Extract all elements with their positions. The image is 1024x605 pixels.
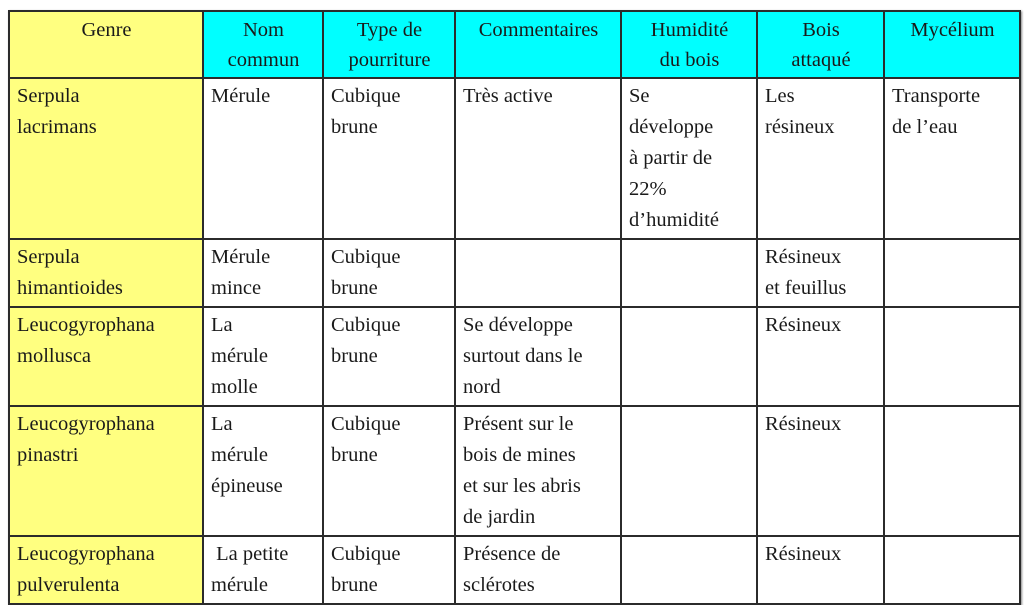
- cell-humidite: [621, 536, 757, 604]
- header-humidite: Humidité du bois: [621, 11, 757, 78]
- header-genre: Genre: [9, 11, 203, 78]
- cell-nom-commun: Mérule: [203, 78, 323, 239]
- cell-genre: Serpula lacrimans: [9, 78, 203, 239]
- cell-bois: Résineux: [757, 406, 884, 536]
- cell-nom-commun: Mérule mince: [203, 239, 323, 307]
- table-row: [9, 406, 1020, 536]
- cell-humidite: [621, 239, 757, 307]
- header-type: Type de pourriture: [323, 11, 455, 78]
- header-nom-commun: Nom commun: [203, 11, 323, 78]
- cell-humidite: [621, 307, 757, 406]
- cell-bois: Résineux: [757, 536, 884, 604]
- table-row: [9, 536, 1020, 604]
- cell-bois: Les résineux: [757, 78, 884, 239]
- cell-nom-commun: La petite mérule: [203, 536, 323, 604]
- cell-type: Cubique brune: [323, 307, 455, 406]
- cell-mycelium: [884, 536, 1020, 604]
- cell-commentaires: Présence de sclérotes: [455, 536, 621, 604]
- header-row: [9, 11, 1020, 78]
- cell-type: Cubique brune: [323, 239, 455, 307]
- cell-type: Cubique brune: [323, 406, 455, 536]
- cell-commentaires: Présent sur le bois de mines et sur les abris de jardin: [455, 406, 621, 536]
- fungi-table: [8, 10, 1021, 605]
- cell-genre: Leucogyrophana pinastri: [9, 406, 203, 536]
- cell-mycelium: [884, 307, 1020, 406]
- table-row: [9, 307, 1020, 406]
- table-row: [9, 78, 1020, 239]
- header-bois: Bois attaqué: [757, 11, 884, 78]
- cell-genre: Leucogyrophana mollusca: [9, 307, 203, 406]
- cell-humidite: Se développe à partir de 22% d’humidité: [621, 78, 757, 239]
- cell-bois: Résineux: [757, 307, 884, 406]
- cell-nom-commun: La mérule molle: [203, 307, 323, 406]
- cell-genre: Serpula himantioides: [9, 239, 203, 307]
- cell-nom-commun: La mérule épineuse: [203, 406, 323, 536]
- cell-commentaires: Se développe surtout dans le nord: [455, 307, 621, 406]
- cell-genre: Leucogyrophana pulverulenta: [9, 536, 203, 604]
- cell-bois: Résineux et feuillus: [757, 239, 884, 307]
- cell-humidite: [621, 406, 757, 536]
- header-commentaires: Commentaires: [455, 11, 621, 78]
- header-mycelium: Mycélium: [884, 11, 1020, 78]
- cell-type: Cubique brune: [323, 78, 455, 239]
- cell-commentaires: [455, 239, 621, 307]
- cell-mycelium: Transporte de l’eau: [884, 78, 1020, 239]
- cell-commentaires: Très active: [455, 78, 621, 239]
- cell-mycelium: [884, 406, 1020, 536]
- cell-mycelium: [884, 239, 1020, 307]
- table-row: [9, 239, 1020, 307]
- cell-type: Cubique brune: [323, 536, 455, 604]
